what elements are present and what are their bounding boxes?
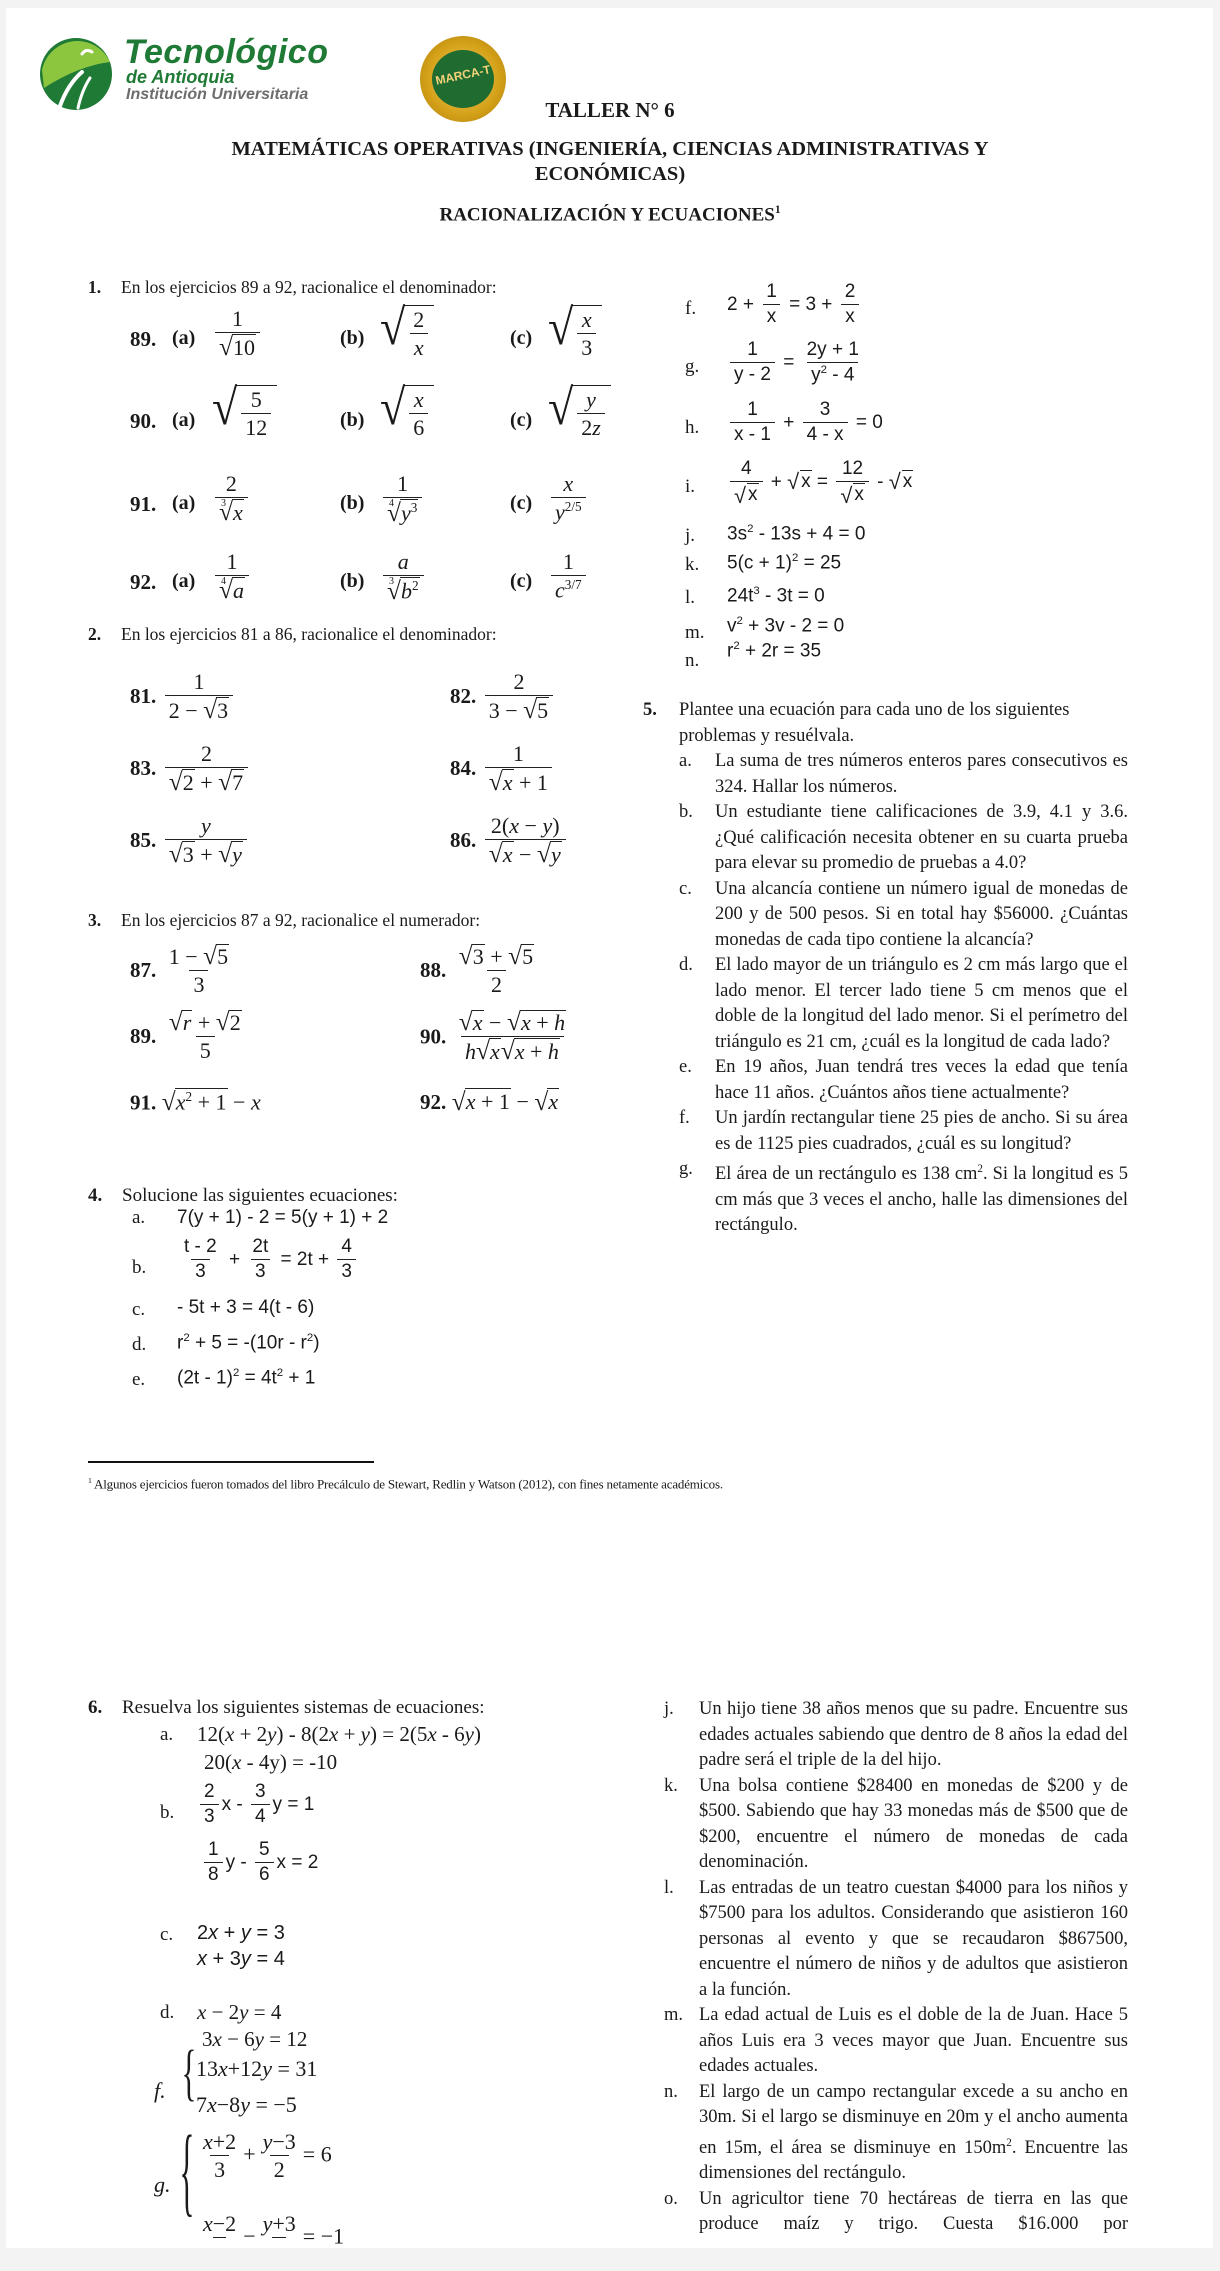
exercise-83: 83. 2 √ 2 + √ 7 <box>130 742 251 795</box>
system-g-eq1: $\frac{x+2}{3}$ + $\frac{y-3}{2}$ = 6 <box>203 2129 332 2183</box>
badge-label: MARCA-T <box>434 62 492 88</box>
equation-f: 2 + $\frac{1}{x}$ = 3 + $\frac{2}{x}$ <box>727 282 862 328</box>
institution-type: Institución Universitaria <box>126 86 309 103</box>
brace-icon: { <box>181 2039 197 2107</box>
equation-j: $3s^2 - 13s + 4 = 0$ <box>727 523 866 545</box>
institution-subname: de Antioquia <box>126 67 235 87</box>
problem-5b: b. Un estudiante tiene calificaciones de 3.9, 4.1 y 3.6. ¿Qué calificación necesita obtener en su cuarta prueba para elevar su promedio de pruebas a 4.0? <box>679 802 1128 873</box>
system-d-eq1: x − 2y = 4 <box>197 2000 282 2024</box>
exercise-87: 87. $\frac{1 - √ 5}{3}$ <box>130 944 236 997</box>
system-c-eq2: x + 3y = 4 <box>197 1948 285 1970</box>
problem-6n: n. El largo de un campo rectangular excede a su ancho en 30m. Si el largo se disminuye en 20m y el ancho aumenta en 15m, el área se disminuye en $150m^2$. Encuentre las dimensiones del rectángulo. <box>664 2081 1128 2184</box>
institution-name: Tecnológico <box>124 33 329 71</box>
equation-4e: $(2t - 1)^2 = 4t^2 + 1$ <box>177 1367 316 1389</box>
footnote-separator <box>88 1461 374 1463</box>
section-1-heading: 1. En los ejercicios 89 a 92, racionalice el denominador: <box>88 277 497 297</box>
system-d-eq2: 3x − 6y = 12 <box>202 2027 308 2051</box>
system-b-eq1: $\frac{2}{3}$ x - $\frac{3}{4}$ y = 1 <box>197 1782 314 1828</box>
problem-5c: c. Una alcancía contiene un número igual de monedas de 200 y de 500 pesos. Si en total hay $56000. ¿Cuántas monedas de cada tipo contiene la alcancía? <box>679 878 1128 950</box>
exercise-91: 91. (a) 2 √ 3 x (b) 1 √ 4 $y^3$ (c) $\frac{x}{y^{2/5}}$ <box>130 470 630 540</box>
page-subtitle-line1: MATEMÁTICAS OPERATIVAS (INGENIERÍA, CIENCIAS ADMINISTRATIVAS Y <box>231 138 989 160</box>
system-b-eq2: $\frac{1}{8}$ y - $\frac{5}{6}$ x = 2 <box>201 1840 318 1886</box>
problem-6m: m. La edad actual de Luis es el doble de la de Juan. Hace 5 años Luis era 3 veces mayor que Juan. Encuentre sus edades actuales. <box>664 2005 1128 2076</box>
equation-h: $\frac{1}{x - 1}$ + $\frac{3}{4 - x}$ = 0 <box>727 400 883 446</box>
exercise-92: 92. (a) 1 √ 4 a (b) a √ 3 $b^2$ (c) $\frac{1}{c^{3/7}}$ <box>130 548 630 618</box>
system-g-eq2: x−2 − y+3 = −1 <box>196 2212 344 2248</box>
equation-g: $\frac{1}{y - 2}$ = $\frac{2y + 1}{y^2 - 4}$ <box>727 340 866 386</box>
equation-n: $r^2 + 2r = 35$ <box>727 640 822 662</box>
exercise-90-num: 90. √ x − √ x + h h √ x √ x + h <box>420 1010 573 1064</box>
exercise-85: 85. y √ 3 + √ y <box>130 814 250 867</box>
exercise-82: 82. $\frac{2}{3 - √ 5}$ <box>450 670 556 723</box>
system-f-eq2: 7x−8y = −5 <box>196 2092 297 2117</box>
page-subtitle-line2: ECONÓMICAS) <box>534 163 686 185</box>
exercise-88: 88. √ $\frac{3 + √ 5}{2}$ <box>420 944 541 997</box>
problem-5e: e. En 19 años, Juan tendrá tres veces la edad que tenía hace 11 años. ¿Cuántos años tiene actualmente? <box>679 1057 1128 1103</box>
equation-4d: $r^2 + 5 = -(10r - r^2)$ <box>177 1332 320 1354</box>
footnote: $^1$ Algunos ejercicios fueron tomados del libro Precálculo de Stewart, Redlin y Watson (2012), con fines netamente académicos. <box>88 1476 723 1492</box>
problem-6o: o. Un agricultor tiene 70 hectáreas de tierra en las que produce maíz y trigo. Cuesta $16.000 por <box>664 2188 1128 2235</box>
system-a-eq1: 12(x + 2y) - 8(2x + y) = 2(5x - 6y) <box>197 1722 481 1746</box>
problem-5g: g. El área de un rectángulo es 138 $cm^2$. Si la longitud es 5 cm más que 3 veces el ancho, halle las dimensiones del rectángulo. <box>679 1159 1128 1236</box>
section-4-heading: 4. Solucione las siguientes ecuaciones: <box>88 1185 398 1206</box>
section-5-heading: 5. Plantee una ecuación para cada uno de los siguientes problemas y resuélvala. <box>643 700 1070 746</box>
page-topic: RACIONALIZACIÓN Y ECUACIONES$^1$ <box>439 204 781 226</box>
equation-4c: - 5t + 3 = 4(t - 6) <box>177 1297 315 1318</box>
exercise-84: 84. 1 √ x + 1 <box>450 742 555 795</box>
section-3-heading: 3. En los ejercicios 87 a 92, racionalice el numerador: <box>88 910 481 930</box>
brace-icon: { <box>179 2117 195 2226</box>
equation-4a: 7(y + 1) - 2 = 5(y + 1) + 2 <box>177 1207 389 1228</box>
system-a-eq2: 20(x - 4y) = -10 <box>204 1750 338 1774</box>
system-f-eq1: 13x+12y = 31 <box>196 2056 318 2081</box>
exercise-89-num: 89. √ $\frac{r + √ 2}{5}$ <box>130 1010 249 1063</box>
problem-5d: d. El lado mayor de un triángulo es 2 cm más largo que el lado menor. El tercer lado tiene 5 cm menos que el doble de la longitud del lado menor. Si el perímetro del triángulo es 21 cm, ¿cuál es la longitud de cada lado? <box>679 955 1128 1052</box>
page-title: TALLER N° 6 <box>545 98 675 122</box>
problem-6l: l. Las entradas de un teatro cuestan $4000 para los niños y $7500 para los adultos. Considerando que asistieron 160 personas al evento y que se recaudaron $867500, encuentre el número de niños y de adultos que asistieron a la función. <box>664 1877 1128 2000</box>
exercise-91-num: 91. √ $x^2 + 1 - x$ <box>130 1088 261 1115</box>
equation-4b: $\frac{t - 2}{3}$ + $\frac{2t}{3}$ = 2t + $\frac{4}{3}$ <box>177 1237 359 1283</box>
viewer-bottom-margin <box>0 2248 1220 2271</box>
problem-6j: j. Un hijo tiene 38 años menos que su padre. Encuentre sus edades actuales sabiendo que dentro de 8 años la edad del padre será el triple de la del hijo. <box>664 1699 1128 1770</box>
section-2-heading: 2. En los ejercicios 81 a 86, racionalice el denominador: <box>88 624 497 644</box>
section-6-heading: 6. Resuelva los siguientes sistemas de ecuaciones: <box>88 1697 485 1718</box>
equation-i: 4 √ x + √ x = 12 √ x - √ x <box>727 459 913 506</box>
section-6-systems: a. 12(x + 2y) - 8(2x + y) = 2(5x - 6y) 20(x - 4y) = -10 b. $\frac{2}{3}$ x - $\frac{3}{4}$ y = 1 $\frac{1}{8}$ y - $\frac{5}{6}$ x = 2 c. 2x + y = 3 x + 3y = 4 d. x − 2y = 4 3x − 6y = 12 f. { 13x+12y = 31 7x−8y = −5 g. { $\frac{x+2}{3}$ + $\frac{y-3}{2}$ = 6 x−2 − y+3 = −1 <box>160 1722 620 2262</box>
exercise-89: 89. (a) 1 √ 10 (b) √ $\frac{2}{x}$ (c) √ $\frac{x}{3}$ <box>130 305 630 375</box>
exercise-90: 90. (a) √ $\frac{5}{12}$ (b) √ $\frac{x}{6}$ (c) √ $\frac{y}{2z}$ <box>130 385 630 460</box>
section-5 <box>643 698 1128 1239</box>
system-c-eq1: 2x + y = 3 <box>197 1922 285 1944</box>
equation-l: $24t^3 - 3t = 0$ <box>727 585 825 607</box>
exercise-86: 86. 2(x − y) √ x − √ y <box>450 814 569 867</box>
exercise-92-num: 92. √ x + 1 − √ x <box>420 1088 559 1115</box>
problem-5f: f. Un jardín rectangular tiene 25 pies de ancho. Si su área es de 1125 pies cuadrados, ¿cuál es su longitud? <box>679 1108 1128 1154</box>
footnote-ref: 1 <box>774 204 781 216</box>
equation-k: $5(c + 1)^2 = 25$ <box>727 552 842 574</box>
problem-6k: k. Una bolsa contiene $28400 en monedas de $200 y de $500. Sabiendo que hay 33 monedas más de $500 que de $200, encuentre el número de monedas de cada denominación. <box>664 1775 1128 1872</box>
exercise-81: 81. $\frac{1}{2 - √ 3}$ <box>130 670 236 723</box>
problem-5a: a. La suma de tres números enteros pares consecutivos es 324. Hallar los números. <box>679 751 1128 797</box>
equation-m: $v^2 + 3v - 2 = 0$ <box>727 615 845 637</box>
section-6-word-problems <box>664 1697 1128 2238</box>
